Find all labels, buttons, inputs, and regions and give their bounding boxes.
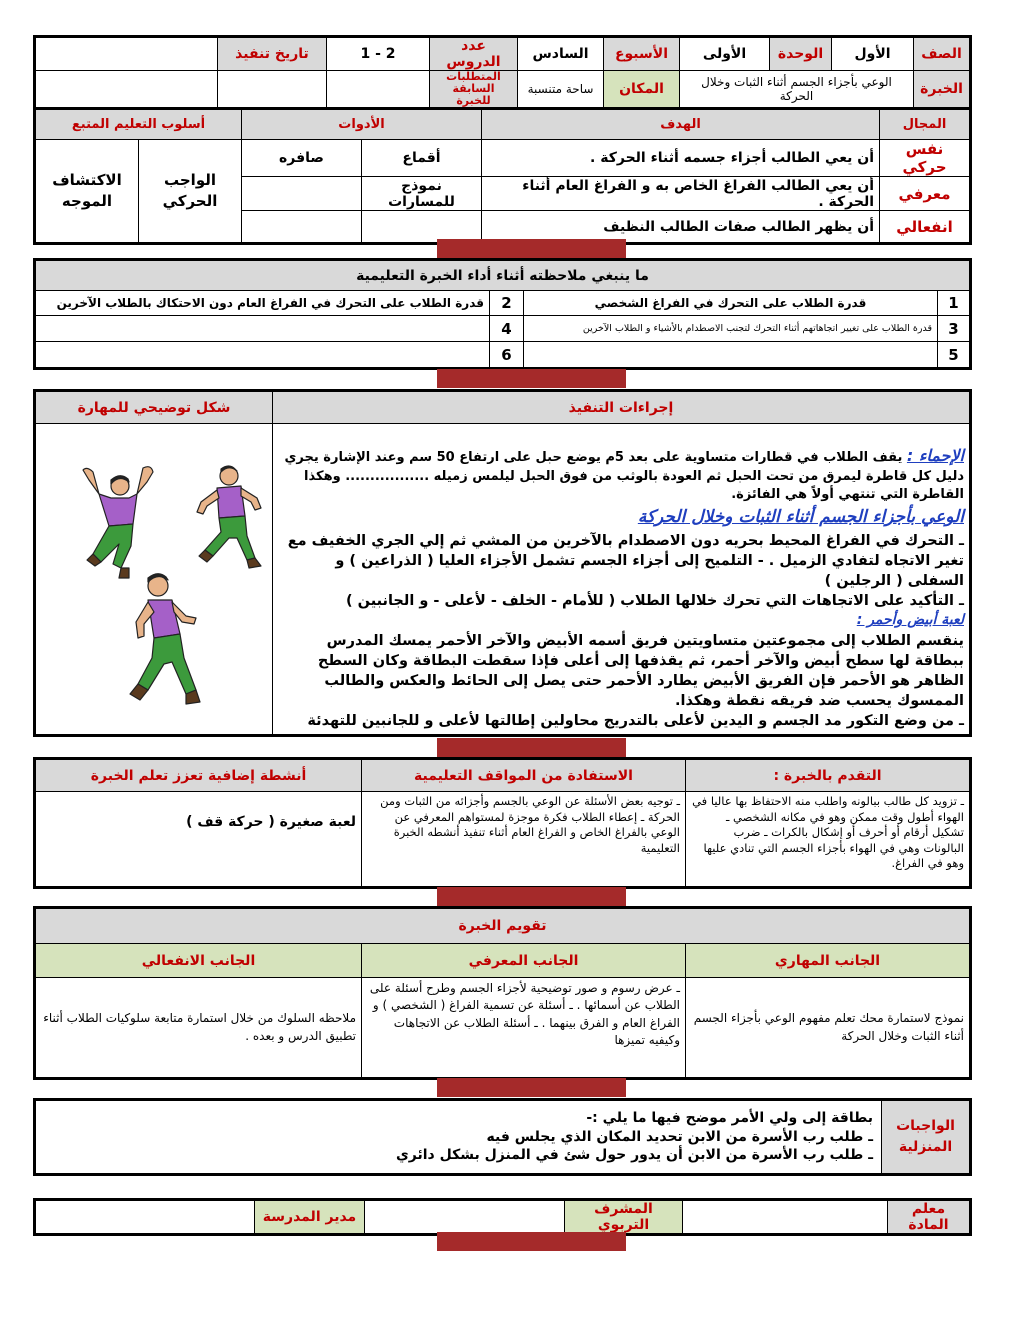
progress-text: ـ تزويد كل طالب ببالونه واطلب منه الاحتفاظ بها عاليا في الهواء أطول وقت ممكن وهو في مكانه الشخصي ـ تشكيل أرقام أو أحرف أو إشكال بالكرات ـ ضرب البالونات وهي في الهواء بأجزاء الجسم التي تنادي عليها وهو في الفراغ. [686,792,970,887]
activities-text: لعبة صغيرة ( حركة قف ) [36,792,362,887]
obs-number-2: 2 [490,291,524,316]
homework-label: الواجبات المنزلية [882,1101,970,1174]
divider-bar-4 [437,887,626,906]
cooldown-text: ـ من وضع التكور مد الجسم و اليدين لأعلى بالتدريج محاولين إطالتها لأعلى و للجانبين للتهدئة [307,712,964,729]
divider-bar-5 [437,1078,626,1097]
warmup-label: الإحماء : [906,446,964,466]
progress-title: التقدم بالخبرة : [686,760,970,792]
divider-bar-3 [437,738,626,757]
goal-cognitive: أن يعي الطالب الفراغ الخاص به و الفراغ العام أثناء الحركة . [482,177,880,211]
prereq-cell-3[interactable] [36,71,218,108]
affective-text: ملاحظه السلوك من خلال استمارة متابعة سلوكيات الطلاب أثناء تطبيق الدرس و بعده . [36,978,362,1078]
exec-date-label: تاريخ تنفيذ [218,38,327,71]
exec-date-value[interactable] [36,38,218,71]
domain-cognitive: معرفي [880,177,970,211]
tools-header: الأدوات [242,110,482,140]
obs-number-1: 1 [938,291,970,316]
benefit-title: الاستفادة من المواقف التعليمية [362,760,686,792]
activities-title: أنشطة إضافية تعزز تعلم الخبرة [36,760,362,792]
extras-table [35,759,970,887]
method-guided-discovery: الاكتشاف الموجه [36,140,139,243]
observation-title: ما ينبغي ملاحظته أثناء أداء الخبرة التعليمية [36,261,970,291]
class-value: الأول [832,38,914,71]
procedures-body [273,424,970,735]
homework-line-1: بطاقة إلى ولي الأمر موضح فيها ما يلي :- [586,1109,873,1126]
unit-label: الوحدة [770,38,832,71]
procedures-title: إجراءات التنفيذ [273,392,970,424]
lessons-value: 1 - 2 [327,38,430,71]
homework-body [36,1101,882,1174]
illustration-title: شكل توضيحي للمهارة [36,392,273,424]
tool-cones: أقماع [362,140,482,177]
evaluation-table [35,908,970,1078]
cognitive-title: الجانب المعرفي [362,944,686,978]
experience-value: الوعي بأجزاء الجسم أثناء الثبات وخلال الحركة [680,71,914,108]
prereq-cell-2[interactable] [218,71,327,108]
objectives-table [35,109,970,243]
main-title: الوعي بأجزاء الجسم أثناء الثبات وخلال الحركة [637,507,964,527]
skill-title: الجانب المهاري [686,944,970,978]
skill-text: نموذج لاستمارة محك تعلم مفهوم الوعي بأجزاء الجسم أثناء الثبات وخلال الحركة [686,978,970,1078]
experience-label: الخبرة [914,71,970,108]
header-table [35,37,970,108]
procedure-point-1: ـ التحرك في الفراغ المحيط بحريه دون الاصطدام بالآخرين من المشي ثم إلي الجري الخفيف مع تغير الاتجاه لتفادي الزميل . - التلميح إلى أجزاء الجسم تشمل الأجزاء العليا ( الذراعين ) و السفلى ( الرجلين ) [287,533,964,590]
teacher-label: معلم المادة [888,1201,970,1234]
homework-line-3: ـ طلب رب الأسرة من الابن أن يدور حول شئ في المنزل بشكل دائري [395,1147,873,1164]
obs-text-5[interactable] [524,342,938,368]
obs-text-3: قدرة الطلاب على تغيير اتجاهاتهم أثناء التحرك لتجنب الاصطدام بالأشياء و الطلاب الآخرين [524,316,938,342]
homework-table [35,1100,970,1174]
observation-table [35,260,970,368]
illustration-cell [36,424,273,735]
class-label: الصف [914,38,970,71]
tool-whistle: صافره [242,140,362,177]
tool-empty-2[interactable] [362,211,482,243]
place-value: ساحة متنسبة [518,71,604,108]
principal-signature[interactable] [36,1201,255,1234]
affective-title: الجانب الانفعالي [36,944,362,978]
divider-bar-2 [437,369,626,388]
tool-empty-3[interactable] [242,211,362,243]
tool-empty-1[interactable] [242,177,362,211]
obs-text-4[interactable] [36,316,490,342]
prereq-label: المتطلبات السابقة للخبرة [430,71,518,108]
obs-number-4: 4 [490,316,524,342]
obs-text-1: قدرة الطلاب على التحرك في الفراغ الشخصي [524,291,938,316]
benefit-text: ـ توجيه بعض الأسئلة عن الوعي بالجسم وأجزائه من الثبات ومن الحركة ـ إعطاء الطلاب فكرة موجزة لمستواهم المعرفي عن الوعي بالفراغ الخاص و الفراغ العام أثناء تنفيذ أنشطه الخبرة التعليمية [362,792,686,887]
obs-number-3: 3 [938,316,970,342]
place-label: المكان [604,71,680,108]
homework-line-2: ـ طلب رب الأسرة من الابن تحديد المكان الذي يجلس فيه [486,1128,873,1145]
cognitive-text: ـ عرض رسوم و صور توضيحية لأجزاء الجسم وطرح أسئلة على الطلاب عن أسمائها . ـ أسئلة عن تسمية الفراغ ( الشخصي ) و الفراغ العام و الفرق بينهما . ـ أسئلة الطلاب عن الاتجاهات وكيفيه تميزها [362,978,686,1078]
lessons-label: عدد الدروس [430,38,518,71]
week-label: الأسبوع [604,38,680,71]
supervisor-label: المشرف التربوي [565,1201,683,1234]
warmup-block [278,445,964,504]
prereq-cell-1[interactable] [327,71,430,108]
principal-label: مدير المدرسة [255,1201,365,1234]
method-header: أسلوب التعليم المتبع [36,110,242,140]
divider-bar-1 [437,239,626,258]
supervisor-signature[interactable] [365,1201,565,1234]
domain-psychomotor: نفس حركي [880,140,970,177]
divider-bar-6 [437,1232,626,1251]
goal-header: الهدف [482,110,880,140]
goal-affective: أن يظهر الطالب صفات الطالب النظيف [482,211,880,243]
game-text: ينقسم الطلاب إلى مجموعتين متساويتين فريق أسمه الأبيض والآخر الأحمر يمسك المدرس ببطاقة لها سطح أبيض والآخر أحمر، ثم يقذفها إلى أعلى فإذا سقطت البطاقة وكان السطح الظاهر هو الأحمر فإن الفريق الأبيض يطارد الأحمر حتى يصل إلى الحائط والعكس والطالب الممسوك يحسب ضد فريقه نقطة وهكذا. [317,632,964,709]
week-value: السادس [518,38,604,71]
warmup-text: يقف الطلاب في قطارات متساوية على بعد 5م يوضع حبل على ارتفاع 50 سم وعند الإشارة يجري دليل كل قاطرة ليمرق من تحت الحبل ثم العودة بالوثب من فوق الحبل ليلمس زميله ................. وهكذا القاطرة التي تنتهي أولاً هي الفائزة. [284,450,964,502]
unit-value: الأولى [680,38,770,71]
procedure-point-2: ـ التأكيد على الاتجاهات التي تحرك خلالها الطلاب ( للأمام - الخلف - لأعلى - و الجانبين ) [345,593,964,610]
obs-number-5: 5 [938,342,970,368]
obs-number-6: 6 [490,342,524,368]
running-boy-figure-2 [124,572,209,707]
running-boy-figure-1 [191,464,266,569]
evaluation-title: تقويم الخبرة [36,909,970,944]
goal-psychomotor: أن يعي الطالب أجزاء جسمه أثناء الحركة . [482,140,880,177]
domain-affective: انفعالي [880,211,970,243]
method-motor-task: الواجب الحركي [139,140,242,243]
obs-text-2: قدرة الطلاب على التحرك في الفراغ العام دون الاحتكاك بالطلاب الآخرين [36,291,490,316]
teacher-signature[interactable] [683,1201,888,1234]
game-title: لعبة أبيض وأحمر : [856,612,964,629]
tool-paths-model: نموذج للمسارات [362,177,482,211]
domain-header: المجال [880,110,970,140]
procedures-table [35,391,970,735]
obs-text-6[interactable] [36,342,490,368]
signatures-table [35,1200,970,1234]
jumping-boy-figure [73,464,168,582]
